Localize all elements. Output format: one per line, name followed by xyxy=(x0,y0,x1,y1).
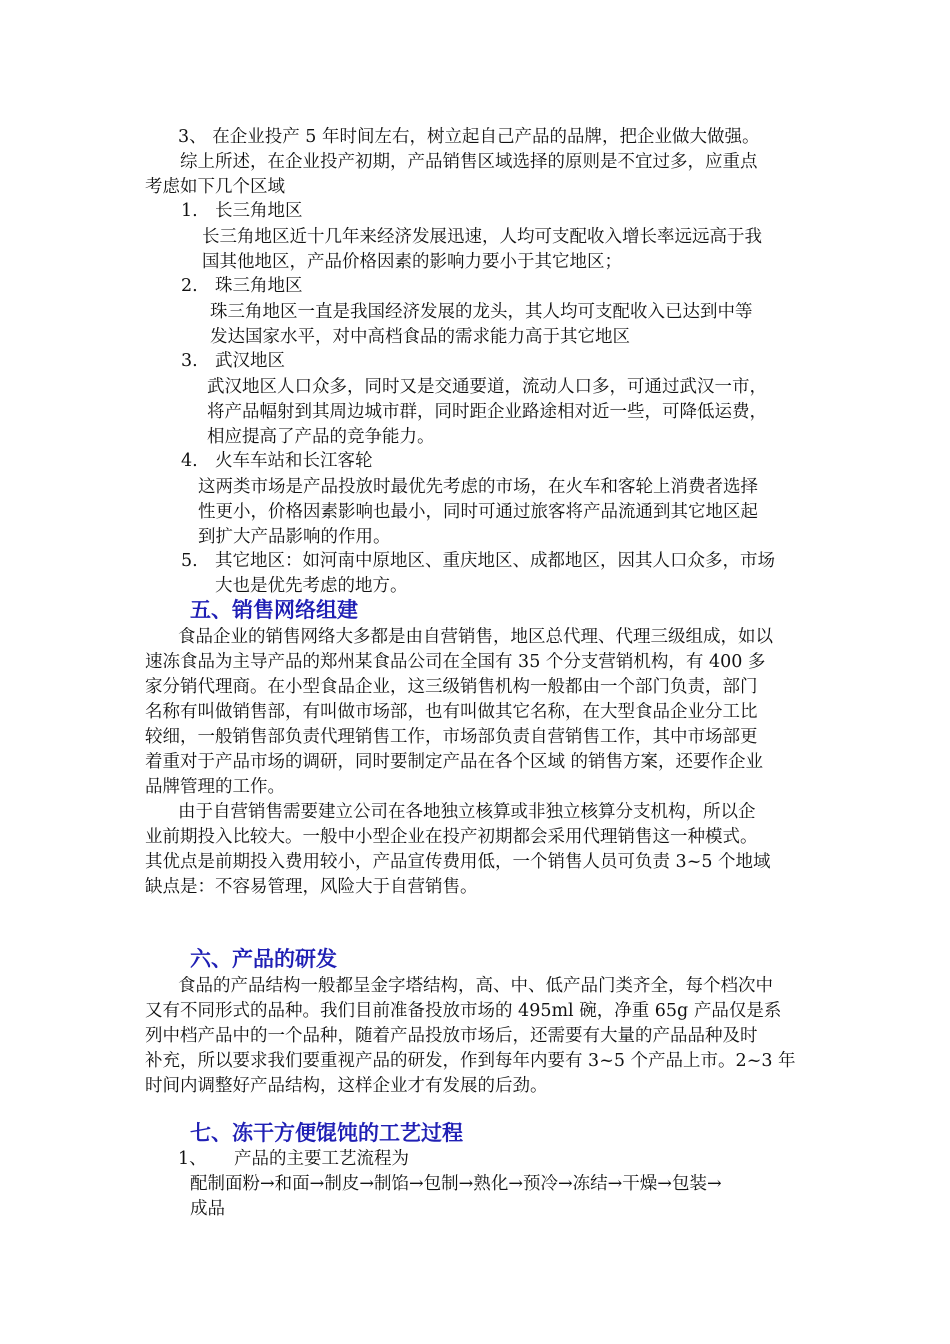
section-5-p1-line: 着重对于产品市场的调研，同时要制定产品在各个区域 的销售方案，还要作企业 xyxy=(145,752,764,772)
list-number: 3. xyxy=(181,351,198,371)
section-5-p1-line: 较细，一般销售部负责代理销售工作，市场部负责自营销售工作，其中市场部更 xyxy=(145,727,758,747)
section-5-p2-line: 缺点是：不容易管理，风险大于自营销售。 xyxy=(145,877,478,897)
summary-line-2: 考虑如下几个区域 xyxy=(145,177,285,197)
section-5-p1-line: 食品企业的销售网络大多都是由自营销售，地区总代理、代理三级组成，如以 xyxy=(178,627,773,647)
region-4-desc-line: 性更小，价格因素影响也最小，同时可通过旅客将产品流通到其它地区起 xyxy=(198,502,758,522)
section-7-item-1-title: 产品的主要工艺流程为 xyxy=(234,1149,409,1169)
region-5-title xyxy=(181,548,775,574)
section-7-item-1 xyxy=(178,1146,409,1172)
region-4-title xyxy=(181,448,373,474)
section-5-p1-line: 家分销代理商。在小型食品企业，这三级销售机构一般都由一个部门负责，部门 xyxy=(145,677,758,697)
region-5-desc-line: 大也是优先考虑的地方。 xyxy=(215,576,408,596)
region-title-text: 珠三角地区 xyxy=(215,276,303,296)
region-3-desc-line: 相应提高了产品的竞争能力。 xyxy=(207,427,435,447)
region-1-desc-line: 长三角地区近十几年来经济发展迅速，人均可支配收入增长率远远高于我 xyxy=(202,227,762,247)
region-title-text: 长三角地区 xyxy=(215,201,303,221)
section-5-p1-line: 名称有叫做销售部，有叫做市场部，也有叫做其它名称，在大型食品企业分工比 xyxy=(145,702,758,722)
section-6-p1-line: 列中档产品中的一个品种，随着产品投放市场后，还需要有大量的产品品种及时 xyxy=(145,1026,758,1046)
region-4-desc-line: 到扩大产品影响的作用。 xyxy=(198,527,391,547)
section-5-p2-line: 由于自营销售需要建立公司在各地独立核算或非独立核算分支机构，所以企 xyxy=(178,802,756,822)
section-6-p1-line: 时间内调整好产品结构，这样企业才有发展的后劲。 xyxy=(145,1076,548,1096)
summary-line-1: 综上所述，在企业投产初期，产品销售区域选择的原则是不宜过多，应重点 xyxy=(180,152,758,172)
section-5-p2-line: 业前期投入比较大。一般中小型企业在投产初期都会采用代理销售这一种模式。 xyxy=(145,827,758,847)
region-4-desc-line: 这两类市场是产品投放时最优先考虑的市场，在火车和客轮上消费者选择 xyxy=(198,477,758,497)
process-flow-line: 成品 xyxy=(190,1199,225,1219)
region-title-text: 其它地区：如河南中原地区、重庆地区、成都地区，因其人口众多，市场 xyxy=(215,551,775,571)
list-number: 1、 xyxy=(178,1149,207,1169)
section-6-p1-line: 又有不同形式的品种。我们目前准备投放市场的 495ml 碗，净重 65g 产品仅是系 xyxy=(145,1001,782,1021)
region-1-title xyxy=(181,198,303,224)
region-3-title xyxy=(181,348,285,374)
region-2-desc-line: 发达国家水平，对中高档食品的需求能力高于其它地区 xyxy=(210,327,630,347)
list-number: 1. xyxy=(181,201,198,221)
process-flow-line: 配制面粉→和面→制皮→制馅→包制→熟化→预冷→冻结→干燥→包装→ xyxy=(190,1174,722,1194)
section-6-p1-line: 食品的产品结构一般都呈金字塔结构，高、中、低产品门类齐全，每个档次中 xyxy=(178,976,773,996)
region-3-desc-line: 武汉地区人口众多，同时又是交通要道，流动人口多，可通过武汉一市， xyxy=(207,377,767,397)
section-5-p1-line: 品牌管理的工作。 xyxy=(145,777,285,797)
region-1-desc-line: 国其他地区，产品价格因素的影响力要小于其它地区； xyxy=(202,252,622,272)
section-5-heading: 五、销售网络组建 xyxy=(190,598,358,622)
section-5-p1-line: 速冻食品为主导产品的郑州某食品公司在全国有 35 个分支营销机构，有 400 多 xyxy=(145,652,766,672)
section-6-heading: 六、产品的研发 xyxy=(190,947,337,971)
section-5-p2-line: 其优点是前期投入费用较小，产品宣传费用低，一个销售人员可负责 3~5 个地域 xyxy=(145,852,771,872)
region-3-desc-line: 将产品幅射到其周边城市群，同时距企业路途相对近一些，可降低运费， xyxy=(207,402,767,422)
region-2-desc-line: 珠三角地区一直是我国经济发展的龙头，其人均可支配收入已达到中等 xyxy=(210,302,753,322)
region-2-title xyxy=(181,273,303,299)
list-number: 4. xyxy=(181,451,198,471)
list-number: 5. xyxy=(181,551,198,571)
region-title-text: 武汉地区 xyxy=(215,351,285,371)
region-title-text: 火车车站和长江客轮 xyxy=(215,451,373,471)
list-number: 2. xyxy=(181,276,198,296)
intro-item-3: 3、 在企业投产 5 年时间左右，树立起自己产品的品牌，把企业做大做强。 xyxy=(178,127,760,147)
section-7-heading: 七、冻干方便馄饨的工艺过程 xyxy=(190,1121,463,1145)
section-6-p1-line: 补充，所以要求我们要重视产品的研发，作到每年内要有 3~5 个产品上市。2~3 年 xyxy=(145,1051,796,1071)
